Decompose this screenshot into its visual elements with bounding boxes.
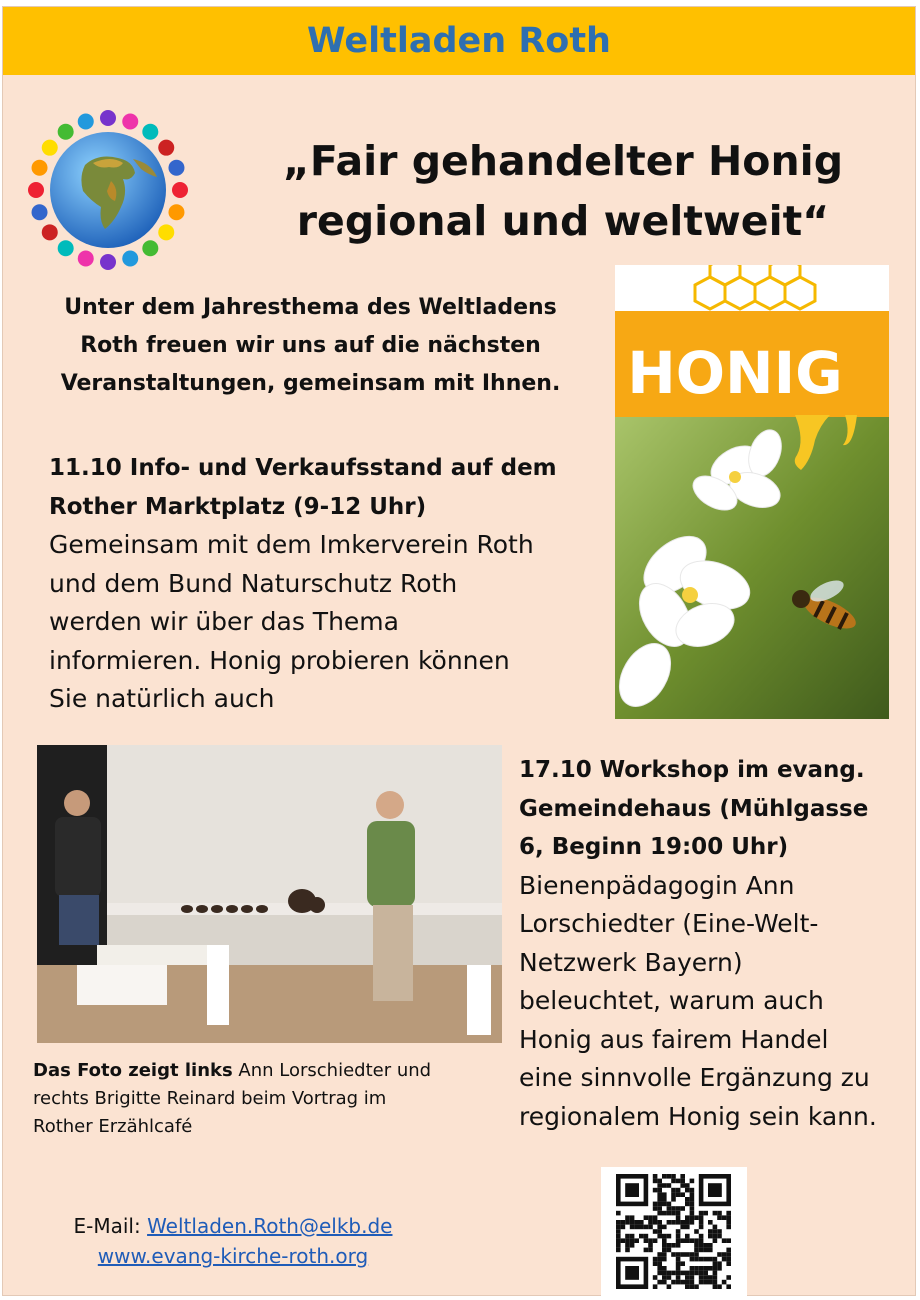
honig-label: HONIG	[627, 339, 843, 407]
honig-poster-image	[615, 265, 889, 719]
headline-line-1: „Fair gehandelter Honig	[282, 137, 844, 185]
person-right	[367, 791, 415, 1001]
website-link[interactable]: www.evang-kirche-roth.org	[97, 1244, 369, 1268]
event-workshop	[519, 751, 909, 1136]
event-body-line: Netzwerk Bayern)	[519, 947, 743, 977]
header-banner	[3, 7, 915, 75]
photo-caption	[33, 1057, 473, 1141]
email-link[interactable]: Weltladen.Roth@elkb.de	[147, 1214, 393, 1238]
intro-line: Unter dem Jahresthema des Weltladens	[64, 295, 557, 320]
event-body-line: informieren. Honig probieren können	[49, 645, 510, 675]
intro-line: Veranstaltungen, gemeinsam mit Ihnen.	[60, 371, 561, 396]
event-body-line: Honig aus fairem Handel	[519, 1024, 829, 1054]
caption-line: rechts Brigitte Reinard beim Vortrag im	[33, 1088, 387, 1109]
event-heading: 17.10 Workshop im evang.	[519, 757, 865, 783]
person-figure	[58, 240, 74, 256]
person-figure	[122, 250, 138, 266]
person-figure	[168, 204, 184, 220]
event-heading: 11.10 Info- und Verkaufsstand auf dem	[49, 455, 557, 481]
event-body-line: werden wir über das Thema	[49, 607, 399, 636]
qr-code-icon[interactable]	[601, 1167, 747, 1297]
person-figure	[58, 124, 74, 140]
event-heading: Rother Marktplatz (9-12 Uhr)	[49, 493, 427, 520]
workshop-photo	[37, 745, 502, 1043]
person-figure	[168, 160, 184, 176]
event-body-line: Gemeinsam mit dem Imkerverein Roth	[49, 530, 534, 559]
person-figure	[78, 114, 94, 130]
caption-bold: Das Foto zeigt links	[33, 1060, 233, 1081]
globe-people-logo	[23, 103, 193, 273]
event-heading: 6, Beginn 19:00 Uhr)	[519, 834, 789, 860]
person-figure	[32, 204, 48, 220]
caption-line: Rother Erzählcafé	[33, 1116, 193, 1137]
person-figure	[158, 140, 174, 156]
person-figure	[158, 224, 174, 240]
person-figure	[100, 110, 116, 126]
event-heading: Gemeindehaus (Mühlgasse	[519, 795, 869, 822]
person-figure	[28, 182, 44, 198]
intro-line: Roth freuen wir uns auf die nächsten	[80, 333, 541, 358]
contact-block	[43, 1211, 423, 1271]
event-body-line: regionalem Honig sein kann.	[519, 1101, 877, 1131]
person-figure	[42, 140, 58, 156]
event-body-line: Bienenpädagogin Ann	[519, 870, 795, 900]
person-figure	[122, 114, 138, 130]
event-body-line: und dem Bund Naturschutz Roth	[49, 568, 458, 598]
person-figure	[100, 254, 116, 270]
event-body-line: eine sinnvolle Ergänzung zu	[519, 1063, 870, 1092]
event-body-line: Lorschiedter (Eine-Welt-	[519, 909, 819, 938]
person-figure	[32, 160, 48, 176]
person-figure	[172, 182, 188, 198]
email-label: E-Mail:	[73, 1214, 148, 1238]
event-body-line: beleuchtet, warum auch	[519, 986, 824, 1015]
person-figure	[42, 224, 58, 240]
event-body-line: Sie natürlich auch	[49, 684, 275, 713]
person-figure	[142, 240, 158, 256]
event-info-stand	[49, 449, 589, 719]
caption-text: Ann Lorschiedter und	[232, 1060, 432, 1081]
person-figure	[78, 250, 94, 266]
flyer-page	[2, 6, 916, 1296]
person-figure	[142, 124, 158, 140]
intro-text	[33, 289, 588, 403]
header-title: Weltladen Roth	[307, 21, 611, 61]
headline	[233, 131, 893, 251]
headline-line-2: regional und weltweit“	[296, 197, 830, 245]
